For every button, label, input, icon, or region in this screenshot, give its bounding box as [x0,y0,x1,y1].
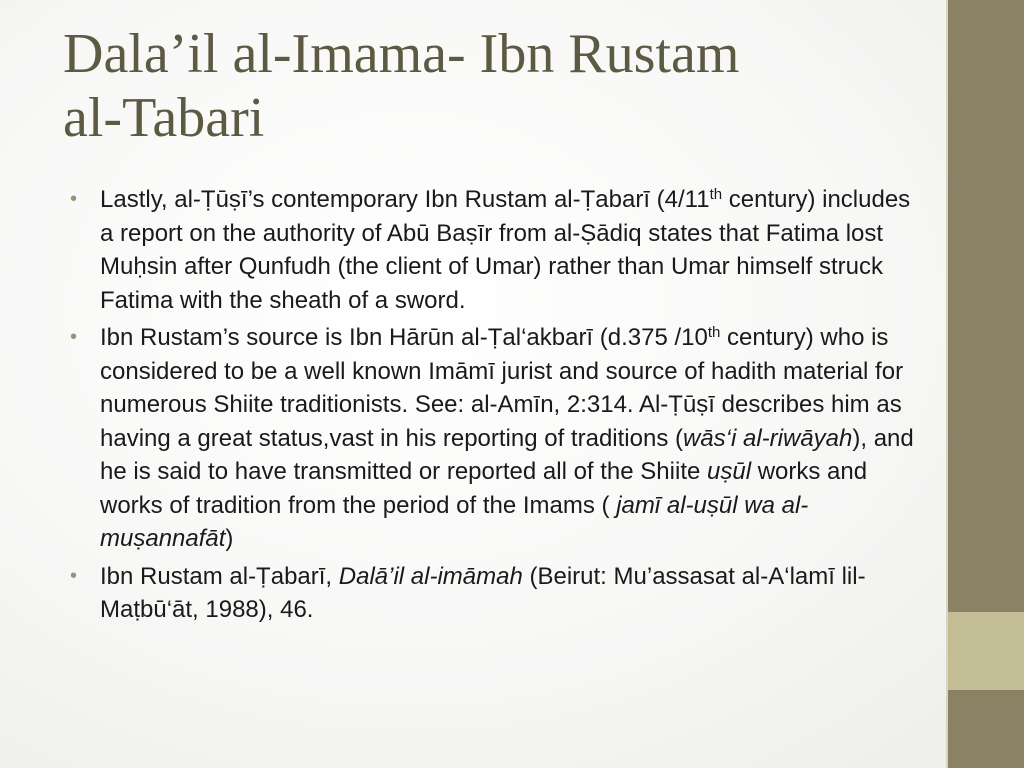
bullet-1-text-a: Lastly, al-Ṭūṣī’s contemporary Ibn Rustam al-Ṭabarī (4/11 [100,186,710,213]
bullet-2-italic-c: jamī al-uṣūl wa al-muṣannafāt [100,491,809,552]
bullet-2-text-e: ) [225,525,234,552]
bullet-2-text-c: ), and he is said to have transmitted or reported all of the Shiite [100,424,914,485]
bullet-2-superscript: th [707,324,721,341]
bullet-2-text-d: works and works of tradition from the period of the Imams ( [100,458,868,519]
bullet-dot-icon: • [70,326,78,348]
bullet-3-italic-a: Dalā’il al-imāmah [338,562,523,590]
bullet-2-italic-a: wās‘i al-riwāyah [682,424,853,452]
bullet-list [70,183,930,631]
bullet-2-text-a: Ibn Rustam’s source is Ibn Hārūn al-Ṭal‘akbarī (d.375 /10 [100,324,708,351]
sidebar-accent-band [948,612,1024,690]
bullet-item-1 [70,183,930,317]
slide-title [63,22,923,150]
bullet-item-3 [70,560,930,627]
bullet-3-text-a: Ibn Rustam al-Ṭabarī, [100,562,339,590]
bullet-3-text-b: (Beirut: Mu’assasat al-A‘lamī lil-Maṭbū‘āt, 1988), 46. [100,562,866,623]
title-line-2: al-Tabari [63,87,265,149]
bullet-2-text-b: century) who is considered to be a well known Imāmī jurist and source of hadith material for numerous Shiite traditionists. See: al-Amīn, 2:314. Al-Ṭūṣī describes him as having a great status,vast in his reporting of traditions ( [100,324,904,452]
bullet-2-italic-b: uṣūl [707,458,752,485]
bullet-1-text-b: century) includes a report on the authority of Abū Baṣīr from al-Ṣādiq states that Fatima lost Muḥsin after Qunfudh (the client of Umar) rather than Umar himself struck Fatima with the sheath of a sword. [100,186,911,314]
bullet-1-superscript: th [709,186,723,203]
bullet-item-2 [70,321,930,556]
bullet-dot-icon: • [70,564,78,587]
bullet-dot-icon: • [70,188,78,210]
right-sidebar-bar [948,0,1024,768]
title-line-1: Dala’il al-Imama- Ibn Rustam [63,23,740,85]
